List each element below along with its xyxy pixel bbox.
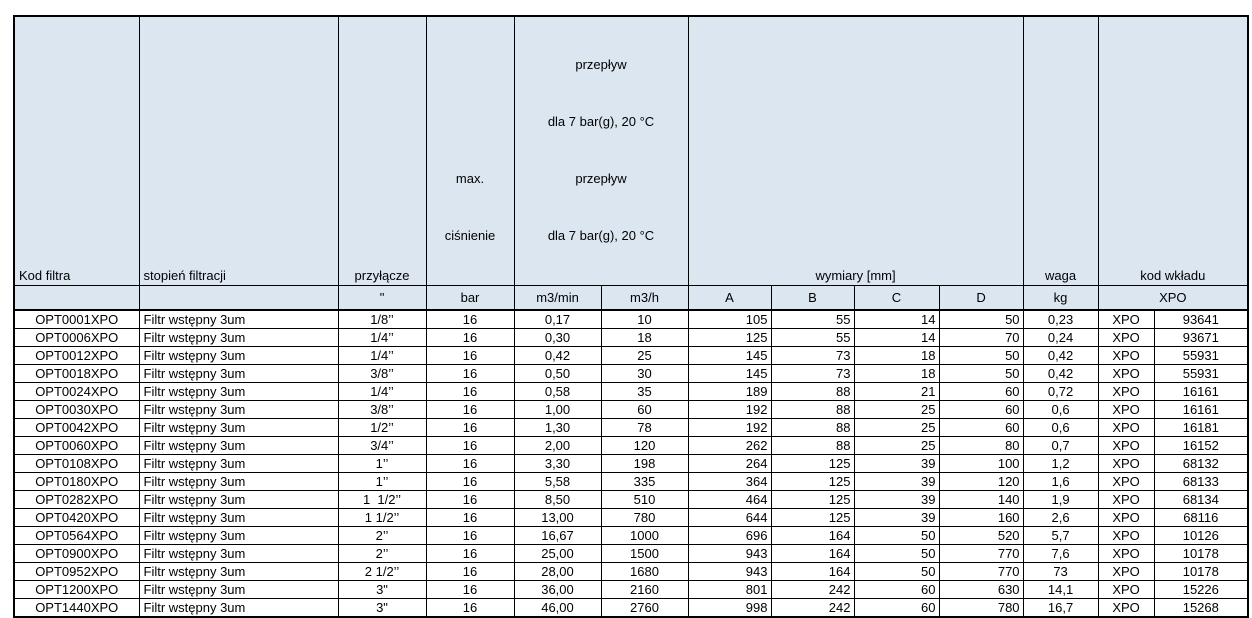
cell-dim-c: 18 bbox=[854, 365, 939, 383]
cell-waga: 0,72 bbox=[1023, 383, 1098, 401]
cell-kod-filtra: OPT0108XPO bbox=[14, 455, 139, 473]
cell-dim-b: 242 bbox=[771, 581, 854, 599]
cell-kod-filtra: OPT0060XPO bbox=[14, 437, 139, 455]
cell-przeplyw-m3min: 46,00 bbox=[514, 599, 601, 618]
cell-kod-filtra: OPT0001XPO bbox=[14, 310, 139, 329]
cell-wklad-num: 10178 bbox=[1154, 563, 1248, 581]
cell-przylacze: 2’’ bbox=[338, 527, 426, 545]
cell-stopien-filtracji: Filtr wstępny 3um bbox=[139, 509, 338, 527]
cell-dim-a: 464 bbox=[688, 491, 771, 509]
cell-przeplyw-m3h: 198 bbox=[601, 455, 688, 473]
cell-stopien-filtracji: Filtr wstępny 3um bbox=[139, 310, 338, 329]
cell-przylacze: 1 1/2’’ bbox=[338, 509, 426, 527]
cell-dim-d: 160 bbox=[939, 509, 1023, 527]
cell-dim-c: 50 bbox=[854, 545, 939, 563]
cell-przylacze: 1’’ bbox=[338, 455, 426, 473]
cell-kod-filtra: OPT0042XPO bbox=[14, 419, 139, 437]
cell-przeplyw-m3min: 28,00 bbox=[514, 563, 601, 581]
cell-wklad-prefix: XPO bbox=[1098, 437, 1154, 455]
cell-max-cisnienie: 16 bbox=[426, 491, 514, 509]
cell-przeplyw-m3min: 8,50 bbox=[514, 491, 601, 509]
cell-stopien-filtracji: Filtr wstępny 3um bbox=[139, 437, 338, 455]
cell-dim-c: 60 bbox=[854, 581, 939, 599]
table-body bbox=[14, 310, 1248, 617]
header-waga: waga bbox=[1023, 16, 1098, 286]
cell-dim-c: 18 bbox=[854, 347, 939, 365]
cell-przeplyw-m3h: 35 bbox=[601, 383, 688, 401]
cell-max-cisnienie: 16 bbox=[426, 419, 514, 437]
cell-kod-filtra: OPT0006XPO bbox=[14, 329, 139, 347]
table-row bbox=[14, 365, 1248, 383]
header-cisnienie-line: ciśnienie bbox=[444, 228, 496, 243]
cell-stopien-filtracji: Filtr wstępny 3um bbox=[139, 527, 338, 545]
cell-dim-c: 14 bbox=[854, 310, 939, 329]
cell-wklad-num: 16161 bbox=[1154, 401, 1248, 419]
cell-wklad-prefix: XPO bbox=[1098, 509, 1154, 527]
cell-przeplyw-m3min: 0,30 bbox=[514, 329, 601, 347]
cell-dim-b: 73 bbox=[771, 347, 854, 365]
header-max-cisnienie bbox=[426, 16, 514, 286]
table-row bbox=[14, 509, 1248, 527]
cell-dim-c: 14 bbox=[854, 329, 939, 347]
cell-kod-filtra: OPT0024XPO bbox=[14, 383, 139, 401]
cell-dim-d: 520 bbox=[939, 527, 1023, 545]
cell-kod-filtra: OPT1440XPO bbox=[14, 599, 139, 618]
cell-przeplyw-m3h: 1680 bbox=[601, 563, 688, 581]
cell-dim-d: 770 bbox=[939, 563, 1023, 581]
cell-dim-c: 21 bbox=[854, 383, 939, 401]
cell-dim-b: 164 bbox=[771, 563, 854, 581]
cell-stopien-filtracji: Filtr wstępny 3um bbox=[139, 329, 338, 347]
cell-wklad-prefix: XPO bbox=[1098, 310, 1154, 329]
cell-max-cisnienie: 16 bbox=[426, 365, 514, 383]
cell-przeplyw-m3min: 5,58 bbox=[514, 473, 601, 491]
cell-dim-a: 364 bbox=[688, 473, 771, 491]
cell-przeplyw-m3h: 510 bbox=[601, 491, 688, 509]
header-przeplyw-line2: dla 7 bar(g), 20 °C bbox=[547, 114, 655, 129]
cell-dim-a: 696 bbox=[688, 527, 771, 545]
cell-przeplyw-m3h: 18 bbox=[601, 329, 688, 347]
cell-przeplyw-m3min: 1,00 bbox=[514, 401, 601, 419]
cell-przylacze: 1 1/2’’ bbox=[338, 491, 426, 509]
cell-wklad-num: 16181 bbox=[1154, 419, 1248, 437]
cell-przeplyw-m3h: 30 bbox=[601, 365, 688, 383]
cell-dim-a: 943 bbox=[688, 545, 771, 563]
cell-kod-filtra: OPT0030XPO bbox=[14, 401, 139, 419]
cell-kod-filtra: OPT1200XPO bbox=[14, 581, 139, 599]
cell-dim-a: 943 bbox=[688, 563, 771, 581]
cell-przylacze: 3" bbox=[338, 581, 426, 599]
cell-wklad-num: 93671 bbox=[1154, 329, 1248, 347]
cell-dim-c: 39 bbox=[854, 509, 939, 527]
cell-dim-d: 100 bbox=[939, 455, 1023, 473]
header-przeplyw-line4: dla 7 bar(g), 20 °C bbox=[547, 228, 655, 243]
cell-przeplyw-m3h: 78 bbox=[601, 419, 688, 437]
cell-dim-b: 242 bbox=[771, 599, 854, 618]
cell-przeplyw-m3min: 0,50 bbox=[514, 365, 601, 383]
cell-dim-a: 262 bbox=[688, 437, 771, 455]
cell-dim-d: 60 bbox=[939, 401, 1023, 419]
unit-dim-d: D bbox=[939, 286, 1023, 311]
cell-przylacze: 2’’ bbox=[338, 545, 426, 563]
cell-przeplyw-m3min: 1,30 bbox=[514, 419, 601, 437]
cell-przeplyw-m3min: 2,00 bbox=[514, 437, 601, 455]
cell-przylacze: 3/8’’ bbox=[338, 365, 426, 383]
cell-max-cisnienie: 16 bbox=[426, 310, 514, 329]
cell-stopien-filtracji: Filtr wstępny 3um bbox=[139, 563, 338, 581]
cell-dim-d: 630 bbox=[939, 581, 1023, 599]
cell-max-cisnienie: 16 bbox=[426, 599, 514, 618]
cell-wklad-prefix: XPO bbox=[1098, 545, 1154, 563]
cell-waga: 16,7 bbox=[1023, 599, 1098, 618]
cell-max-cisnienie: 16 bbox=[426, 329, 514, 347]
cell-dim-b: 125 bbox=[771, 473, 854, 491]
cell-dim-d: 120 bbox=[939, 473, 1023, 491]
filter-spec-table-wrapper bbox=[13, 15, 1249, 618]
cell-wklad-prefix: XPO bbox=[1098, 329, 1154, 347]
unit-stopien-empty bbox=[139, 286, 338, 311]
cell-dim-b: 88 bbox=[771, 383, 854, 401]
header-stopien-filtracji: stopień filtracji bbox=[139, 16, 338, 286]
cell-dim-d: 770 bbox=[939, 545, 1023, 563]
cell-wklad-num: 15226 bbox=[1154, 581, 1248, 599]
cell-dim-b: 88 bbox=[771, 419, 854, 437]
cell-max-cisnienie: 16 bbox=[426, 347, 514, 365]
cell-dim-d: 80 bbox=[939, 437, 1023, 455]
cell-dim-a: 125 bbox=[688, 329, 771, 347]
table-row bbox=[14, 419, 1248, 437]
table-row bbox=[14, 455, 1248, 473]
cell-stopien-filtracji: Filtr wstępny 3um bbox=[139, 347, 338, 365]
cell-waga: 0,24 bbox=[1023, 329, 1098, 347]
cell-dim-b: 73 bbox=[771, 365, 854, 383]
cell-wklad-num: 16152 bbox=[1154, 437, 1248, 455]
cell-waga: 1,2 bbox=[1023, 455, 1098, 473]
cell-stopien-filtracji: Filtr wstępny 3um bbox=[139, 383, 338, 401]
cell-przeplyw-m3h: 1500 bbox=[601, 545, 688, 563]
cell-dim-d: 140 bbox=[939, 491, 1023, 509]
unit-przylacze: " bbox=[338, 286, 426, 311]
header-kod-filtra: Kod filtra bbox=[14, 16, 139, 286]
cell-wklad-num: 10126 bbox=[1154, 527, 1248, 545]
cell-wklad-num: 68134 bbox=[1154, 491, 1248, 509]
unit-m3h: m3/h bbox=[601, 286, 688, 311]
cell-max-cisnienie: 16 bbox=[426, 473, 514, 491]
cell-wklad-prefix: XPO bbox=[1098, 563, 1154, 581]
cell-przeplyw-m3h: 780 bbox=[601, 509, 688, 527]
cell-przylacze: 1/4’’ bbox=[338, 329, 426, 347]
cell-przylacze: 3/8’’ bbox=[338, 401, 426, 419]
cell-dim-c: 39 bbox=[854, 455, 939, 473]
cell-dim-b: 88 bbox=[771, 401, 854, 419]
cell-waga: 0,6 bbox=[1023, 401, 1098, 419]
cell-dim-c: 60 bbox=[854, 599, 939, 618]
unit-cisnienie: bar bbox=[426, 286, 514, 311]
cell-max-cisnienie: 16 bbox=[426, 563, 514, 581]
cell-przeplyw-m3h: 2160 bbox=[601, 581, 688, 599]
cell-dim-b: 164 bbox=[771, 545, 854, 563]
unit-dim-c: C bbox=[854, 286, 939, 311]
cell-dim-c: 25 bbox=[854, 401, 939, 419]
cell-kod-filtra: OPT0900XPO bbox=[14, 545, 139, 563]
cell-wklad-prefix: XPO bbox=[1098, 347, 1154, 365]
cell-dim-b: 125 bbox=[771, 491, 854, 509]
cell-dim-c: 25 bbox=[854, 437, 939, 455]
cell-przeplyw-m3h: 60 bbox=[601, 401, 688, 419]
cell-dim-b: 164 bbox=[771, 527, 854, 545]
header-max-line: max. bbox=[455, 171, 485, 186]
cell-przeplyw-m3min: 16,67 bbox=[514, 527, 601, 545]
cell-max-cisnienie: 16 bbox=[426, 455, 514, 473]
cell-wklad-prefix: XPO bbox=[1098, 599, 1154, 618]
cell-przylacze: 1/2’’ bbox=[338, 419, 426, 437]
cell-dim-a: 105 bbox=[688, 310, 771, 329]
cell-przeplyw-m3h: 120 bbox=[601, 437, 688, 455]
cell-max-cisnienie: 16 bbox=[426, 545, 514, 563]
cell-stopien-filtracji: Filtr wstępny 3um bbox=[139, 581, 338, 599]
cell-dim-a: 145 bbox=[688, 365, 771, 383]
cell-przeplyw-m3h: 2760 bbox=[601, 599, 688, 618]
cell-dim-d: 50 bbox=[939, 310, 1023, 329]
cell-dim-c: 50 bbox=[854, 527, 939, 545]
cell-wklad-num: 55931 bbox=[1154, 347, 1248, 365]
cell-stopien-filtracji: Filtr wstępny 3um bbox=[139, 599, 338, 618]
cell-dim-a: 189 bbox=[688, 383, 771, 401]
header-wymiary: wymiary [mm] bbox=[688, 16, 1023, 286]
cell-stopien-filtracji: Filtr wstępny 3um bbox=[139, 491, 338, 509]
cell-przeplyw-m3h: 25 bbox=[601, 347, 688, 365]
cell-stopien-filtracji: Filtr wstępny 3um bbox=[139, 419, 338, 437]
cell-kod-filtra: OPT0564XPO bbox=[14, 527, 139, 545]
cell-przeplyw-m3min: 13,00 bbox=[514, 509, 601, 527]
cell-dim-b: 125 bbox=[771, 509, 854, 527]
cell-dim-c: 25 bbox=[854, 419, 939, 437]
table-row bbox=[14, 401, 1248, 419]
cell-dim-b: 88 bbox=[771, 437, 854, 455]
header-przeplyw-line1: przepływ bbox=[575, 57, 627, 72]
cell-przeplyw-m3h: 10 bbox=[601, 310, 688, 329]
cell-wklad-num: 68116 bbox=[1154, 509, 1248, 527]
cell-przeplyw-m3min: 36,00 bbox=[514, 581, 601, 599]
cell-stopien-filtracji: Filtr wstępny 3um bbox=[139, 545, 338, 563]
cell-przeplyw-m3min: 0,58 bbox=[514, 383, 601, 401]
cell-dim-b: 55 bbox=[771, 310, 854, 329]
cell-kod-filtra: OPT0012XPO bbox=[14, 347, 139, 365]
cell-dim-c: 39 bbox=[854, 491, 939, 509]
cell-przeplyw-m3min: 3,30 bbox=[514, 455, 601, 473]
cell-dim-a: 192 bbox=[688, 401, 771, 419]
table-row bbox=[14, 437, 1248, 455]
cell-wklad-prefix: XPO bbox=[1098, 455, 1154, 473]
cell-stopien-filtracji: Filtr wstępny 3um bbox=[139, 365, 338, 383]
cell-dim-c: 39 bbox=[854, 473, 939, 491]
cell-dim-a: 192 bbox=[688, 419, 771, 437]
table-row bbox=[14, 473, 1248, 491]
cell-max-cisnienie: 16 bbox=[426, 581, 514, 599]
cell-wklad-prefix: XPO bbox=[1098, 365, 1154, 383]
cell-dim-a: 998 bbox=[688, 599, 771, 618]
table-row bbox=[14, 563, 1248, 581]
table-row bbox=[14, 329, 1248, 347]
unit-waga: kg bbox=[1023, 286, 1098, 311]
header-row-units bbox=[14, 286, 1248, 311]
cell-waga: 5,7 bbox=[1023, 527, 1098, 545]
cell-kod-filtra: OPT0180XPO bbox=[14, 473, 139, 491]
cell-max-cisnienie: 16 bbox=[426, 383, 514, 401]
cell-dim-b: 125 bbox=[771, 455, 854, 473]
cell-przeplyw-m3min: 0,17 bbox=[514, 310, 601, 329]
unit-kod-filtra-empty bbox=[14, 286, 139, 311]
cell-dim-a: 801 bbox=[688, 581, 771, 599]
cell-wklad-num: 93641 bbox=[1154, 310, 1248, 329]
cell-przeplyw-m3h: 335 bbox=[601, 473, 688, 491]
cell-waga: 73 bbox=[1023, 563, 1098, 581]
cell-przeplyw-m3min: 25,00 bbox=[514, 545, 601, 563]
cell-kod-filtra: OPT0282XPO bbox=[14, 491, 139, 509]
cell-wklad-prefix: XPO bbox=[1098, 527, 1154, 545]
cell-wklad-num: 68133 bbox=[1154, 473, 1248, 491]
cell-przylacze: 1/4’’ bbox=[338, 383, 426, 401]
cell-przylacze: 2 1/2’’ bbox=[338, 563, 426, 581]
unit-dim-a: A bbox=[688, 286, 771, 311]
filter-spec-table bbox=[13, 15, 1249, 618]
cell-kod-filtra: OPT0420XPO bbox=[14, 509, 139, 527]
cell-wklad-num: 68132 bbox=[1154, 455, 1248, 473]
table-row bbox=[14, 581, 1248, 599]
cell-wklad-num: 10178 bbox=[1154, 545, 1248, 563]
table-row bbox=[14, 491, 1248, 509]
cell-waga: 1,6 bbox=[1023, 473, 1098, 491]
unit-wklad: XPO bbox=[1098, 286, 1248, 311]
cell-dim-d: 60 bbox=[939, 383, 1023, 401]
cell-przylacze: 3/4’’ bbox=[338, 437, 426, 455]
cell-przylacze: 1’’ bbox=[338, 473, 426, 491]
cell-przylacze: 1/4’’ bbox=[338, 347, 426, 365]
cell-dim-d: 780 bbox=[939, 599, 1023, 618]
cell-dim-d: 50 bbox=[939, 347, 1023, 365]
cell-waga: 0,42 bbox=[1023, 365, 1098, 383]
cell-waga: 0,6 bbox=[1023, 419, 1098, 437]
cell-waga: 7,6 bbox=[1023, 545, 1098, 563]
cell-przylacze: 3" bbox=[338, 599, 426, 618]
cell-max-cisnienie: 16 bbox=[426, 437, 514, 455]
cell-waga: 2,6 bbox=[1023, 509, 1098, 527]
cell-max-cisnienie: 16 bbox=[426, 509, 514, 527]
cell-dim-d: 50 bbox=[939, 365, 1023, 383]
cell-wklad-prefix: XPO bbox=[1098, 491, 1154, 509]
table-row bbox=[14, 310, 1248, 329]
cell-wklad-prefix: XPO bbox=[1098, 419, 1154, 437]
table-row bbox=[14, 383, 1248, 401]
cell-stopien-filtracji: Filtr wstępny 3um bbox=[139, 401, 338, 419]
table-row bbox=[14, 347, 1248, 365]
header-przylacze: przyłącze bbox=[338, 16, 426, 286]
cell-przylacze: 1/8’’ bbox=[338, 310, 426, 329]
cell-wklad-num: 55931 bbox=[1154, 365, 1248, 383]
cell-kod-filtra: OPT0952XPO bbox=[14, 563, 139, 581]
cell-dim-a: 145 bbox=[688, 347, 771, 365]
table-header bbox=[14, 16, 1248, 310]
cell-wklad-prefix: XPO bbox=[1098, 473, 1154, 491]
cell-waga: 0,7 bbox=[1023, 437, 1098, 455]
cell-wklad-num: 15268 bbox=[1154, 599, 1248, 618]
cell-dim-b: 55 bbox=[771, 329, 854, 347]
unit-m3min: m3/min bbox=[514, 286, 601, 311]
header-row-main bbox=[14, 16, 1248, 286]
cell-stopien-filtracji: Filtr wstępny 3um bbox=[139, 473, 338, 491]
cell-waga: 1,9 bbox=[1023, 491, 1098, 509]
cell-dim-c: 50 bbox=[854, 563, 939, 581]
cell-wklad-prefix: XPO bbox=[1098, 581, 1154, 599]
table-row bbox=[14, 545, 1248, 563]
cell-stopien-filtracji: Filtr wstępny 3um bbox=[139, 455, 338, 473]
cell-przeplyw-m3h: 1000 bbox=[601, 527, 688, 545]
cell-max-cisnienie: 16 bbox=[426, 527, 514, 545]
cell-wklad-num: 16161 bbox=[1154, 383, 1248, 401]
cell-wklad-prefix: XPO bbox=[1098, 383, 1154, 401]
cell-kod-filtra: OPT0018XPO bbox=[14, 365, 139, 383]
cell-waga: 0,42 bbox=[1023, 347, 1098, 365]
unit-dim-b: B bbox=[771, 286, 854, 311]
cell-wklad-prefix: XPO bbox=[1098, 401, 1154, 419]
header-kod-wkladu: kod wkładu bbox=[1098, 16, 1248, 286]
table-row bbox=[14, 599, 1248, 618]
header-przeplyw-line3: przepływ bbox=[575, 171, 627, 186]
cell-dim-d: 60 bbox=[939, 419, 1023, 437]
cell-max-cisnienie: 16 bbox=[426, 401, 514, 419]
cell-dim-a: 264 bbox=[688, 455, 771, 473]
cell-waga: 0,23 bbox=[1023, 310, 1098, 329]
cell-dim-d: 70 bbox=[939, 329, 1023, 347]
cell-waga: 14,1 bbox=[1023, 581, 1098, 599]
cell-przeplyw-m3min: 0,42 bbox=[514, 347, 601, 365]
cell-dim-a: 644 bbox=[688, 509, 771, 527]
header-przeplyw bbox=[514, 16, 688, 286]
